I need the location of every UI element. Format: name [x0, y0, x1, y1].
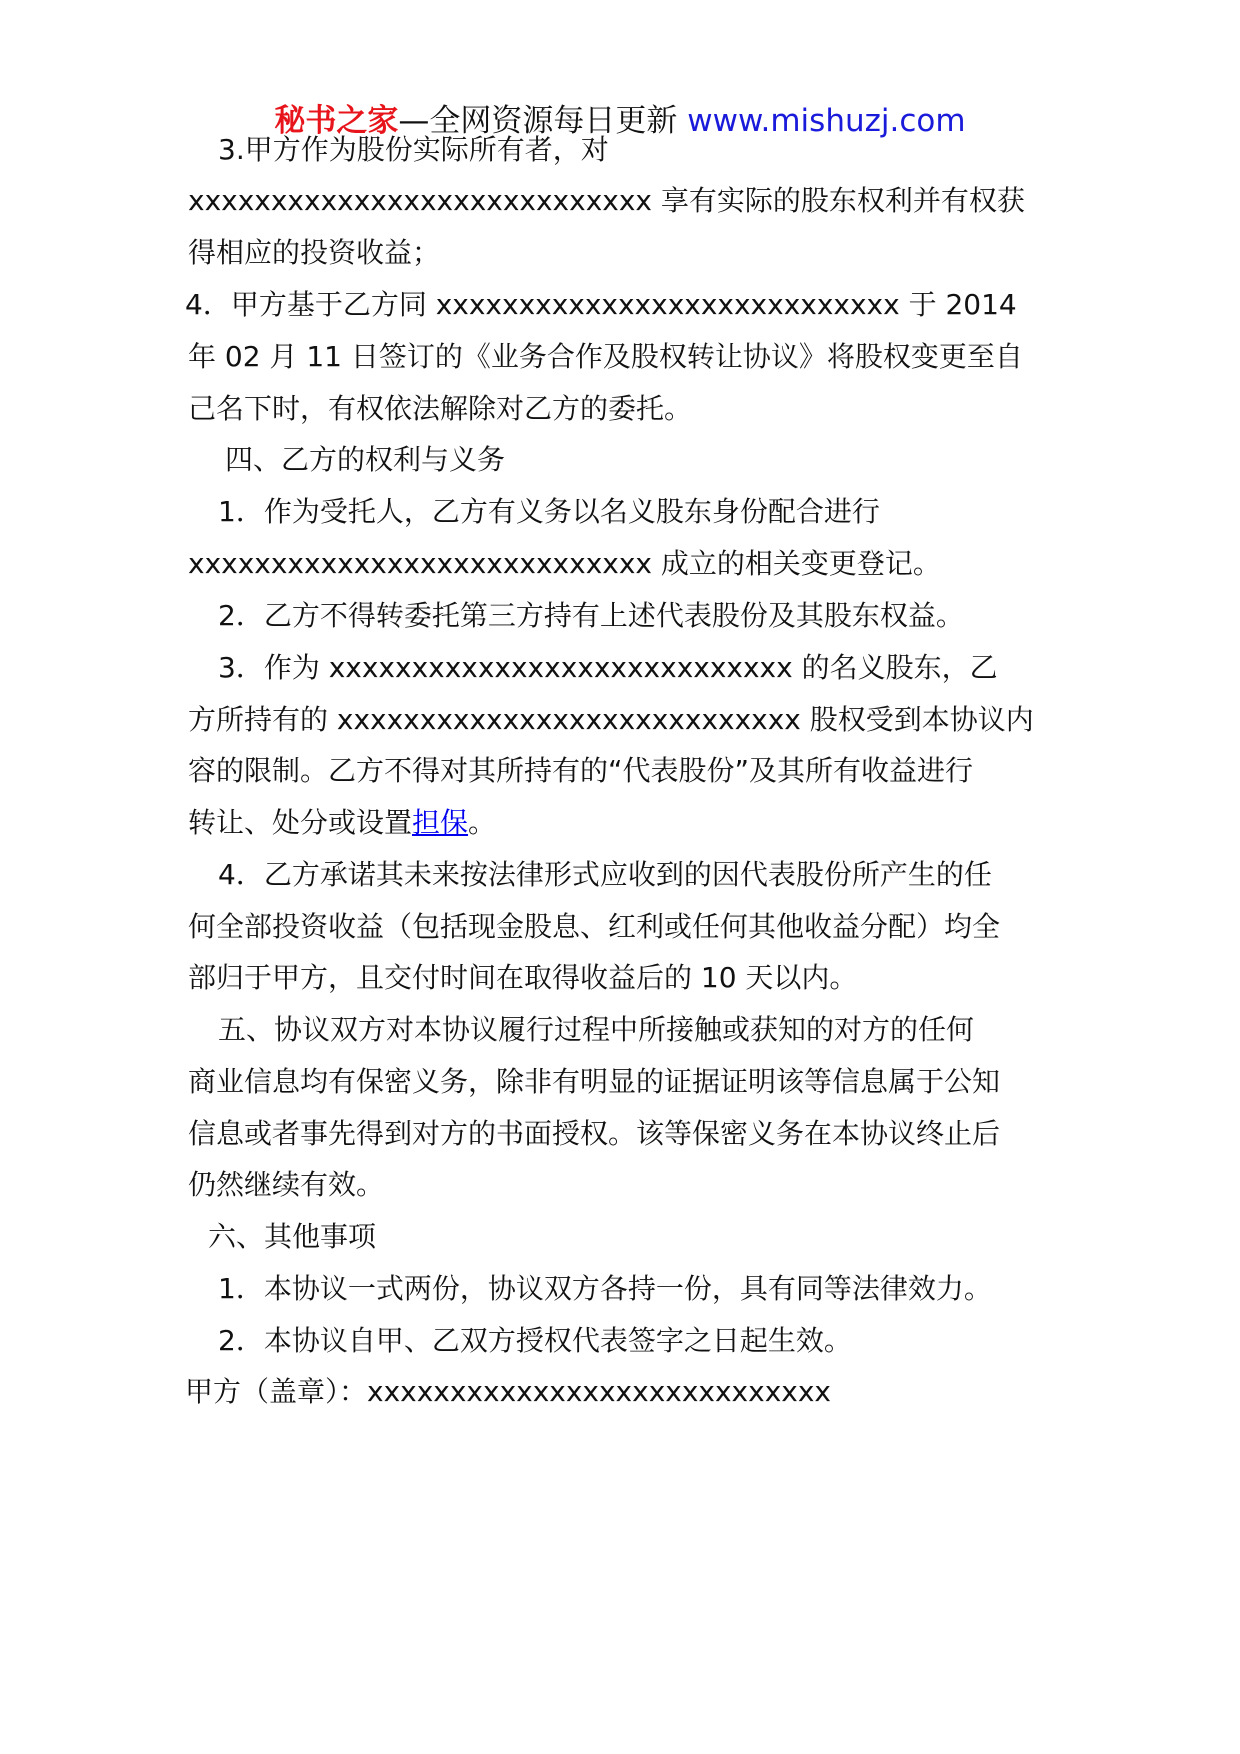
s4-item-4-line-1: 4．乙方承诺其未来按法律形式应收到的因代表股份所产生的任	[218, 858, 992, 891]
section-4-heading: 四、乙方的权利与义务	[225, 443, 506, 476]
guarantee-link[interactable]: 担保	[412, 806, 469, 839]
clause-4-line-3: 己名下时，有权依法解除对乙方的委托。	[188, 392, 693, 425]
header-tagline: —全网资源每日更新	[398, 103, 688, 139]
party-a-seal-line: 甲方（盖章）：xxxxxxxxxxxxxxxxxxxxxxxxxxxx	[185, 1375, 831, 1408]
s4-item-3-line-3: 容的限制。乙方不得对其所持有的“代表股份”及其所有收益进行	[188, 754, 974, 787]
section-5-line-3: 信息或者事先得到对方的书面授权。该等保密义务在本协议终止后	[188, 1117, 1001, 1150]
s4-item-3-text: 转让、处分或设置	[188, 806, 413, 839]
s6-item-2: 2．本协议自甲、乙双方授权代表签字之日起生效。	[218, 1324, 852, 1357]
clause-4-line-2: 年 02 月 11 日签订的《业务合作及股权转让协议》将股权变更至自	[188, 340, 1023, 373]
clause-3-line-3: 得相应的投资收益；	[188, 236, 441, 269]
brand-name: 秘书之家	[274, 103, 399, 139]
s4-item-2: 2．乙方不得转委托第三方持有上述代表股份及其股东权益。	[218, 599, 964, 632]
site-url[interactable]: www.mishuzj.com	[687, 103, 966, 139]
s4-item-3-line-2: 方所持有的 xxxxxxxxxxxxxxxxxxxxxxxxxxxx 股权受到本协议内	[188, 703, 1034, 736]
s6-item-1: 1．本协议一式两份，协议双方各持一份，具有同等法律效力。	[218, 1272, 992, 1305]
section-5-line-2: 商业信息均有保密义务，除非有明显的证据证明该等信息属于公知	[188, 1065, 1001, 1098]
s4-item-1-line-2: xxxxxxxxxxxxxxxxxxxxxxxxxxxx 成立的相关变更登记。	[188, 547, 941, 580]
section-6-heading: 六、其他事项	[208, 1220, 377, 1253]
clause-4-line-1: 4．甲方基于乙方同 xxxxxxxxxxxxxxxxxxxxxxxxxxxx 于 2014	[185, 288, 1017, 321]
s4-item-4-line-2: 何全部投资收益（包括现金股息、红利或任何其他收益分配）均全	[188, 910, 1001, 943]
section-5-line-1: 五、协议双方对本协议履行过程中所接触或获知的对方的任何	[218, 1013, 975, 1046]
section-5-line-4: 仍然继续有效。	[188, 1168, 385, 1201]
s4-item-3-line-1: 3．作为 xxxxxxxxxxxxxxxxxxxxxxxxxxxx 的名义股东，乙	[218, 651, 998, 684]
clause-3-line-2: xxxxxxxxxxxxxxxxxxxxxxxxxxxx 享有实际的股东权利并有权获	[188, 184, 1025, 217]
s4-item-3-period: 。	[468, 806, 497, 839]
s4-item-4-line-3: 部归于甲方，且交付时间在取得收益后的 10 天以内。	[188, 961, 858, 994]
s4-item-3-line-4	[188, 803, 1068, 843]
s4-item-1-line-1: 1．作为受托人，乙方有义务以名义股东身份配合进行	[218, 495, 880, 528]
clause-3-line-1: 3.甲方作为股份实际所有者，对	[218, 133, 609, 166]
